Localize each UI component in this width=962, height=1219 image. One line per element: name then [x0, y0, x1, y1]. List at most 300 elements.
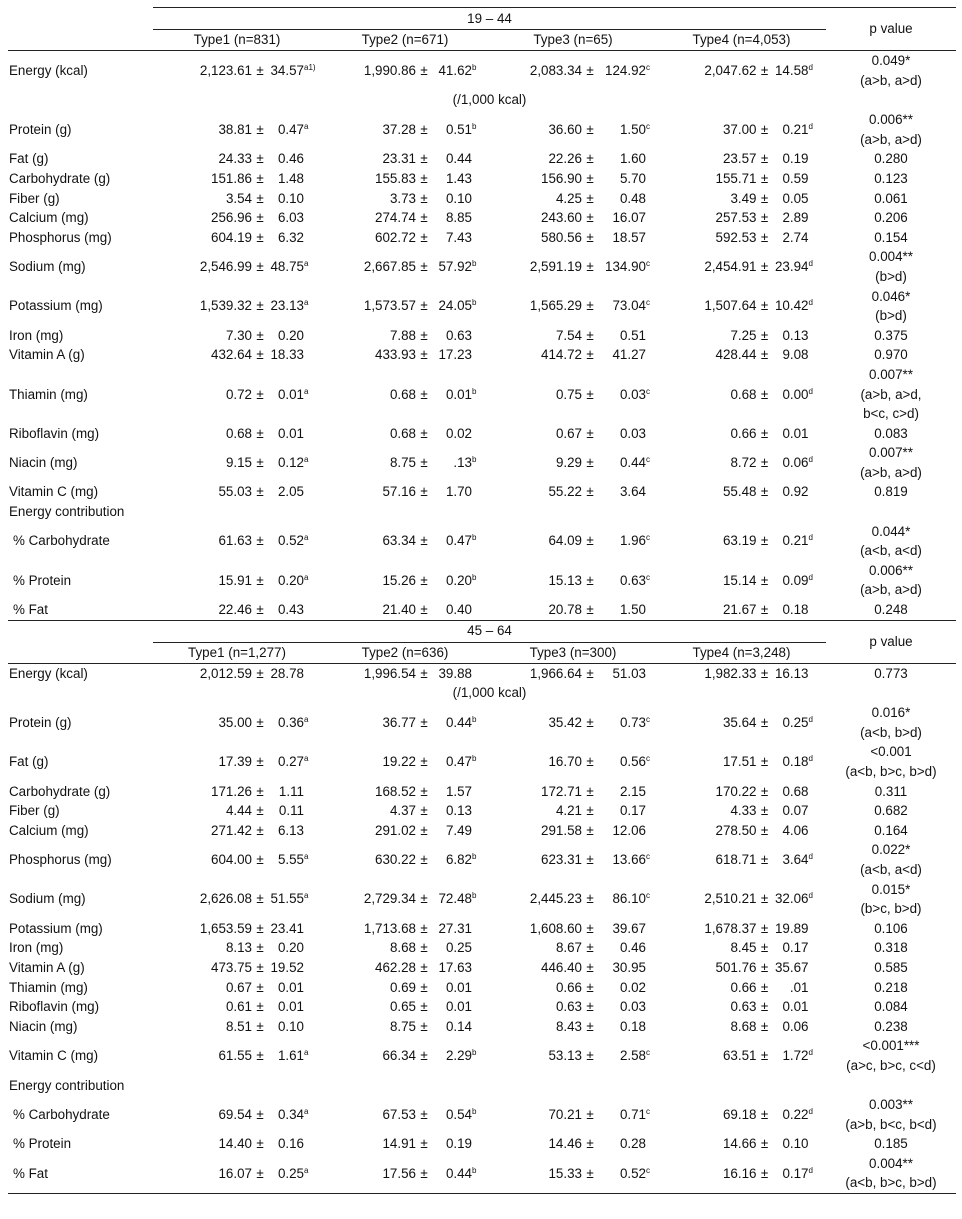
plus-minus-sign: ± — [256, 455, 264, 471]
mean-se-cell — [153, 801, 321, 821]
mean-se-cell — [489, 169, 657, 189]
p-value: 0.003** — [869, 1097, 913, 1113]
mean-value: 462.28 — [375, 959, 416, 975]
row-label: Vitamin C (mg) — [9, 1048, 99, 1064]
plus-minus-sign: ± — [586, 425, 594, 441]
value-group — [665, 1019, 819, 1034]
mean-se-cell — [489, 247, 657, 286]
p-value: 0.046* — [871, 288, 911, 304]
table-row — [8, 938, 956, 958]
p-value-cell — [826, 997, 956, 1017]
mean-value: 2,510.21 — [704, 891, 757, 907]
mean-se-cell — [657, 919, 826, 939]
mean-se-cell — [321, 287, 489, 326]
mean-value: 61.55 — [218, 1048, 252, 1064]
table-row — [8, 247, 956, 286]
mean-value: 0.72 — [225, 386, 252, 402]
row-label: Energy (kcal) — [9, 665, 88, 681]
mean-value: 7.54 — [555, 327, 582, 343]
se-value: 0.46 — [277, 151, 304, 167]
value-group — [328, 803, 482, 818]
value-group — [490, 1048, 656, 1063]
value-group — [160, 960, 314, 975]
se-value: 73.04 — [612, 298, 646, 314]
se-value: 0.43 — [277, 602, 304, 618]
per-kcal-label: (/1,000 kcal) — [452, 685, 527, 701]
mean-se-cell — [657, 345, 826, 365]
mean-value: 35.42 — [548, 715, 582, 731]
p-value-cell — [826, 1095, 956, 1134]
mean-value: 2,626.08 — [199, 891, 252, 907]
table-row — [8, 189, 956, 209]
mean-se-cell — [657, 424, 826, 444]
se-value: 0.25 — [445, 940, 472, 956]
mean-value: 38.81 — [218, 121, 252, 137]
mean-value: 8.68 — [730, 1018, 757, 1034]
plus-minus-sign: ± — [420, 1048, 428, 1064]
value-group — [328, 891, 482, 906]
p-value: 0.016* — [871, 705, 911, 721]
mean-se-cell — [321, 663, 489, 683]
se-value: 0.71 — [619, 1106, 646, 1122]
table-row — [8, 345, 956, 365]
mean-se-cell — [657, 978, 826, 998]
row-label: % Fat — [8, 600, 153, 620]
mean-se-cell — [321, 522, 489, 561]
value-group — [490, 980, 656, 995]
se-value: 5.70 — [619, 170, 646, 186]
p-value-cell — [826, 110, 956, 149]
row-label: Phosphorus (mg) — [9, 229, 112, 245]
p-value-cell — [826, 189, 956, 209]
se-value: 0.02 — [445, 425, 472, 441]
value-group — [490, 298, 656, 313]
p-value-header: p value — [826, 620, 956, 663]
mean-se-cell — [153, 443, 321, 482]
plus-minus-sign: ± — [586, 783, 594, 799]
header-blank — [8, 620, 153, 642]
header-blank — [8, 642, 153, 663]
row-label: Calcium (mg) — [9, 210, 89, 226]
value-group — [665, 940, 819, 955]
plus-minus-sign: ± — [586, 822, 594, 838]
mean-se-cell — [321, 228, 489, 248]
mean-se-cell — [321, 247, 489, 286]
mean-value: 8.13 — [225, 940, 252, 956]
plus-minus-sign: ± — [420, 210, 428, 226]
se-value: 0.13 — [445, 803, 472, 819]
se-value: 1.61 — [277, 1048, 304, 1064]
post-hoc-comparison: (a<b, a<d) — [860, 861, 922, 877]
value-group — [490, 328, 656, 343]
significance-superscript: b — [472, 891, 477, 901]
mean-se-cell — [489, 801, 657, 821]
se-value: 0.17 — [782, 940, 809, 956]
row-label: Iron (mg) — [9, 940, 64, 956]
mean-se-cell — [321, 1134, 489, 1154]
mean-se-cell — [657, 600, 826, 620]
se-value: 17.63 — [438, 959, 472, 975]
mean-value: 3.54 — [225, 190, 252, 206]
mean-se-cell — [321, 424, 489, 444]
p-value: 0.318 — [874, 940, 908, 956]
p-value-header: p value — [826, 8, 956, 51]
se-value: 48.75 — [270, 259, 304, 275]
value-group — [160, 328, 314, 343]
post-hoc-comparison: (a>c, b>c, c<d) — [846, 1057, 936, 1073]
mean-se-cell — [489, 958, 657, 978]
mean-value: 67.53 — [382, 1106, 416, 1122]
post-hoc-comparison: (a>b, a>d, — [860, 386, 922, 402]
plus-minus-sign: ± — [760, 1048, 769, 1064]
plus-minus-sign: ± — [256, 151, 264, 167]
mean-se-cell — [321, 149, 489, 169]
plus-minus-sign: ± — [586, 754, 594, 770]
plus-minus-sign: ± — [420, 1018, 428, 1034]
value-group — [490, 533, 656, 548]
significance-superscript: c — [646, 62, 650, 72]
value-group — [490, 852, 656, 867]
mean-se-cell — [321, 1154, 489, 1194]
se-value: 19.52 — [270, 959, 304, 975]
mean-se-cell — [153, 208, 321, 228]
se-value: 0.25 — [277, 1165, 304, 1181]
type-header: Type4 (n=4,053) — [657, 30, 826, 51]
plus-minus-sign: ± — [420, 852, 428, 868]
value-group — [160, 347, 314, 362]
plus-minus-sign: ± — [256, 803, 264, 819]
significance-superscript: d — [808, 121, 813, 131]
value-group — [160, 891, 314, 906]
mean-value: 155.71 — [715, 170, 757, 186]
plus-minus-sign: ± — [256, 229, 264, 245]
se-value: 0.47 — [445, 533, 472, 549]
p-value: 0.007** — [869, 366, 913, 382]
mean-value: 432.64 — [211, 347, 252, 363]
se-value: 0.01 — [445, 999, 472, 1015]
se-value: 1.60 — [619, 151, 646, 167]
mean-value: 15.91 — [218, 572, 252, 588]
mean-se-cell — [489, 51, 657, 91]
value-group — [665, 210, 819, 225]
plus-minus-sign: ± — [256, 715, 264, 731]
plus-minus-sign: ± — [586, 347, 594, 363]
se-value: 6.82 — [445, 852, 472, 868]
significance-superscript: c — [646, 455, 650, 465]
se-value: 2.58 — [619, 1048, 646, 1064]
mean-se-cell — [321, 801, 489, 821]
mean-value: 8.67 — [555, 940, 582, 956]
mean-value: 2,546.99 — [199, 259, 252, 275]
se-value: 27.31 — [438, 920, 472, 936]
mean-value: 57.16 — [382, 484, 416, 500]
plus-minus-sign: ± — [760, 852, 769, 868]
post-hoc-comparison: (a<b, a<d) — [860, 543, 922, 559]
mean-value: 155.83 — [375, 170, 416, 186]
p-value: 0.044* — [871, 523, 911, 539]
value-group — [490, 666, 656, 681]
blank-cell — [826, 683, 956, 703]
row-label: Fat (g) — [9, 151, 49, 167]
value-group — [665, 960, 819, 975]
mean-value: 446.40 — [541, 959, 582, 975]
mean-value: 70.21 — [548, 1106, 582, 1122]
table-row — [8, 51, 956, 91]
table-row — [8, 978, 956, 998]
value-group — [328, 921, 482, 936]
p-value: 0.049* — [871, 53, 911, 68]
p-value: 0.206 — [874, 210, 908, 226]
value-group — [328, 387, 482, 402]
se-value: 0.27 — [277, 754, 304, 770]
value-group — [665, 63, 819, 78]
age-group-header — [8, 8, 956, 30]
mean-value: 9.29 — [555, 455, 582, 471]
row-label: Calcium (mg) — [9, 822, 89, 838]
value-group — [328, 455, 482, 470]
post-hoc-comparison: (a>b, a>d) — [860, 131, 922, 147]
mean-se-cell — [153, 978, 321, 998]
per-kcal-label: (/1,000 kcal) — [452, 92, 527, 108]
value-group — [490, 784, 656, 799]
se-value: 0.21 — [782, 121, 809, 137]
mean-value: 36.77 — [382, 715, 416, 731]
mean-se-cell — [657, 443, 826, 482]
row-label: % Carbohydrate — [13, 1106, 110, 1122]
section-subheading: Energy contribution — [9, 504, 125, 520]
mean-se-cell — [489, 821, 657, 841]
plus-minus-sign: ± — [760, 940, 769, 956]
plus-minus-sign: ± — [256, 920, 264, 936]
mean-value: 17.51 — [722, 754, 757, 770]
significance-superscript: b — [472, 852, 477, 862]
mean-se-cell — [489, 703, 657, 742]
mean-value: 4.33 — [730, 803, 757, 819]
plus-minus-sign: ± — [420, 602, 428, 618]
p-value-cell — [826, 801, 956, 821]
plus-minus-sign: ± — [256, 783, 264, 799]
plus-minus-sign: ± — [256, 347, 264, 363]
age-group-header — [8, 620, 956, 642]
mean-se-cell — [153, 522, 321, 561]
value-group — [665, 347, 819, 362]
plus-minus-sign: ± — [586, 1106, 594, 1122]
value-group — [490, 602, 656, 617]
mean-value: 1,678.37 — [704, 920, 757, 936]
mean-value: 3.49 — [730, 190, 757, 206]
table-row — [8, 287, 956, 326]
se-value: 0.44 — [445, 715, 472, 731]
plus-minus-sign: ± — [256, 1018, 264, 1034]
value-group — [160, 426, 314, 441]
blank-cell — [8, 90, 153, 110]
significance-superscript: a — [304, 891, 309, 901]
se-value: 1.48 — [277, 170, 304, 186]
mean-value: 37.00 — [722, 121, 757, 137]
significance-superscript: c — [646, 298, 650, 308]
row-label: Fiber (g) — [9, 190, 60, 206]
p-value: 0.585 — [874, 959, 908, 975]
type-header-row — [8, 642, 956, 663]
value-group — [328, 715, 482, 730]
mean-value: 9.15 — [225, 455, 252, 471]
plus-minus-sign: ± — [760, 533, 769, 549]
mean-value: 2,012.59 — [199, 665, 252, 681]
value-group — [490, 387, 656, 402]
value-group — [490, 230, 656, 245]
se-value: 3.64 — [619, 484, 646, 500]
mean-value: 2,445.23 — [529, 891, 582, 907]
mean-value: 0.65 — [389, 999, 416, 1015]
plus-minus-sign: ± — [256, 754, 264, 770]
plus-minus-sign: ± — [256, 327, 264, 343]
p-value-cell — [826, 326, 956, 346]
value-group — [328, 666, 482, 681]
plus-minus-sign: ± — [256, 298, 264, 314]
significance-superscript: a — [304, 259, 309, 269]
value-group — [328, 426, 482, 441]
table-row — [8, 821, 956, 841]
mean-se-cell — [153, 51, 321, 91]
value-group — [160, 602, 314, 617]
mean-value: 271.42 — [211, 822, 252, 838]
significance-superscript: b — [472, 455, 477, 465]
se-value: 16.13 — [774, 665, 809, 681]
section-subheading: Energy contribution — [9, 1077, 125, 1093]
table-row — [8, 1154, 956, 1194]
plus-minus-sign: ± — [420, 979, 428, 995]
value-group — [490, 63, 656, 78]
value-group — [160, 715, 314, 730]
value-group — [328, 823, 482, 838]
significance-superscript: d — [808, 891, 813, 901]
mean-value: 8.75 — [389, 455, 416, 471]
type-header: Type4 (n=3,248) — [657, 642, 826, 663]
value-group — [665, 784, 819, 799]
mean-value: 501.76 — [715, 959, 757, 975]
plus-minus-sign: ± — [586, 386, 594, 402]
mean-se-cell — [321, 958, 489, 978]
mean-value: 257.53 — [715, 210, 757, 226]
mean-value: 0.66 — [730, 979, 757, 995]
mean-value: 20.78 — [548, 602, 582, 618]
value-group — [160, 1107, 314, 1122]
header-blank — [8, 8, 153, 30]
value-group — [490, 191, 656, 206]
p-value: 0.682 — [874, 803, 908, 819]
mean-value: 24.33 — [218, 151, 252, 167]
p-value-cell — [826, 600, 956, 620]
value-group — [665, 602, 819, 617]
p-value: 0.238 — [874, 1018, 908, 1034]
mean-value: 414.72 — [541, 347, 582, 363]
mean-se-cell — [489, 840, 657, 879]
type-header: Type2 (n=671) — [321, 30, 489, 51]
mean-value: 4.44 — [225, 803, 252, 819]
mean-se-cell — [657, 208, 826, 228]
mean-se-cell — [153, 958, 321, 978]
value-group — [160, 784, 314, 799]
value-group — [328, 171, 482, 186]
mean-value: 618.71 — [715, 852, 757, 868]
plus-minus-sign: ± — [760, 327, 769, 343]
plus-minus-sign: ± — [420, 891, 428, 907]
mean-se-cell — [153, 742, 321, 781]
mean-se-cell — [657, 561, 826, 600]
se-value: 0.51 — [619, 327, 646, 343]
post-hoc-comparison: (a>b, a>d) — [860, 582, 922, 598]
mean-value: 7.88 — [389, 327, 416, 343]
p-value: 0.970 — [874, 347, 908, 363]
mean-se-cell — [489, 938, 657, 958]
plus-minus-sign: ± — [586, 940, 594, 956]
post-hoc-comparison: (a>b, a>d) — [860, 464, 922, 480]
plus-minus-sign: ± — [586, 999, 594, 1015]
mean-value: 55.22 — [548, 484, 582, 500]
mean-se-cell — [489, 287, 657, 326]
mean-value: 8.75 — [389, 1018, 416, 1034]
plus-minus-sign: ± — [760, 783, 769, 799]
se-value: 0.73 — [619, 715, 646, 731]
mean-se-cell — [321, 208, 489, 228]
plus-minus-sign: ± — [420, 803, 428, 819]
mean-se-cell — [321, 978, 489, 998]
mean-se-cell — [489, 997, 657, 1017]
se-value: 19.89 — [774, 920, 809, 936]
significance-superscript: a — [304, 1165, 309, 1175]
post-hoc-comparison: (a<b, b>c, b>d) — [845, 1175, 937, 1191]
p-value-cell — [826, 149, 956, 169]
p-value: 0.218 — [874, 979, 908, 995]
type-header: Type1 (n=1,277) — [153, 642, 321, 663]
se-value: 0.10 — [782, 1136, 809, 1152]
se-value: 0.47 — [445, 754, 472, 770]
value-group — [160, 533, 314, 548]
se-value: 8.85 — [445, 210, 472, 226]
mean-value: 14.46 — [548, 1136, 582, 1152]
mean-se-cell — [657, 1095, 826, 1134]
significance-superscript: c — [646, 121, 650, 131]
value-group — [665, 387, 819, 402]
mean-se-cell — [489, 482, 657, 502]
plus-minus-sign: ± — [420, 940, 428, 956]
value-group — [665, 484, 819, 499]
row-label: Iron (mg) — [9, 327, 64, 343]
mean-value: 274.74 — [375, 210, 416, 226]
se-value: 0.18 — [782, 602, 809, 618]
mean-value: 0.68 — [389, 425, 416, 441]
plus-minus-sign: ± — [760, 151, 769, 167]
value-group — [665, 298, 819, 313]
mean-se-cell — [321, 742, 489, 781]
mean-se-cell — [489, 880, 657, 919]
value-group — [665, 715, 819, 730]
mean-se-cell — [657, 228, 826, 248]
se-value: 32.06 — [774, 891, 809, 907]
table-row — [8, 703, 956, 742]
value-group — [328, 999, 482, 1014]
value-group — [160, 803, 314, 818]
mean-value: 14.40 — [218, 1136, 252, 1152]
value-group — [490, 754, 656, 769]
table-row — [8, 663, 956, 683]
se-value: 0.44 — [619, 455, 646, 471]
value-group — [160, 122, 314, 137]
table-row — [8, 600, 956, 620]
mean-se-cell — [321, 1017, 489, 1037]
mean-value: 580.56 — [541, 229, 582, 245]
plus-minus-sign: ± — [256, 852, 264, 868]
